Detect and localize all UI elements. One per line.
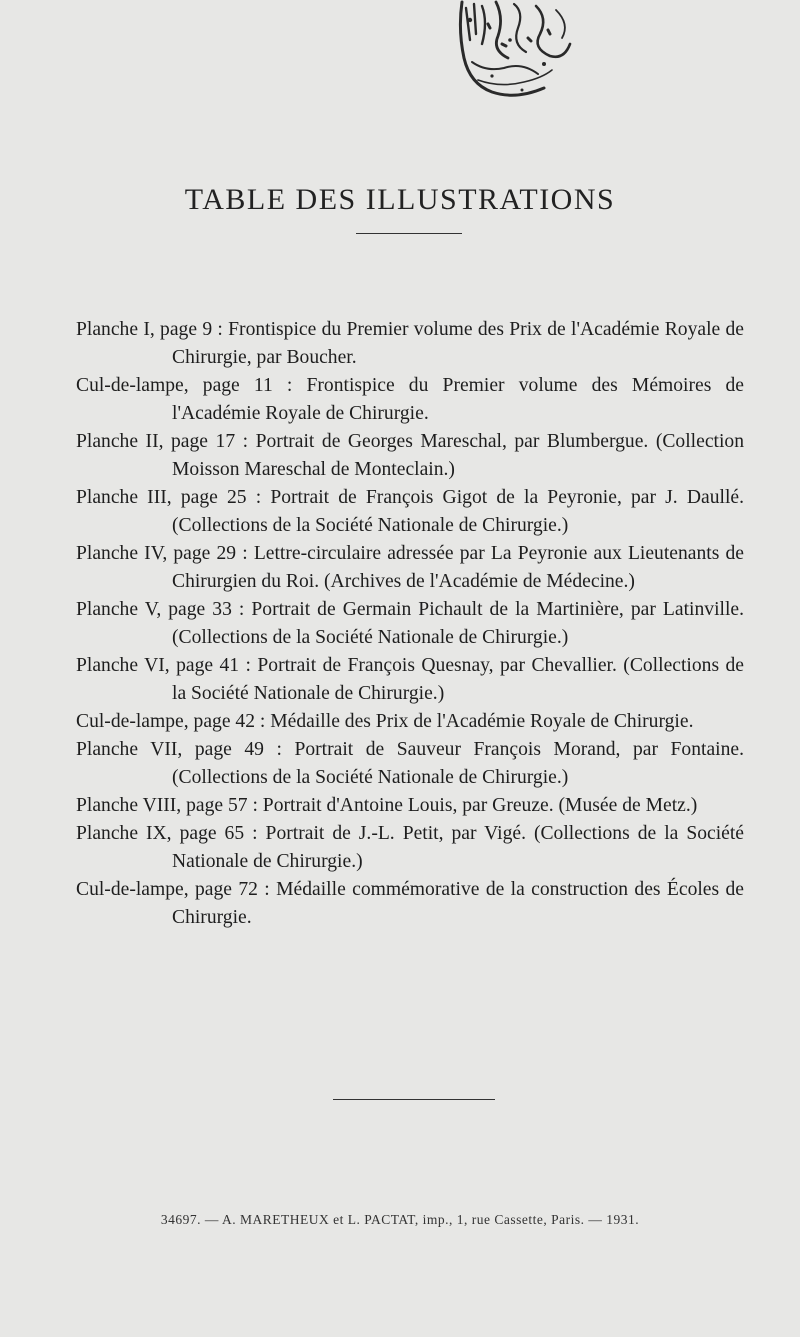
list-item: Planche IX, page 65 : Portrait de J.-L. Petit, par Vigé. (Collections de la Société Nationale de Chirurgie.)	[76, 823, 744, 872]
ink-stamp-ornament	[452, 0, 582, 102]
title-divider	[356, 233, 462, 234]
closing-divider	[333, 1099, 495, 1100]
list-item: Planche II, page 17 : Portrait de Georges Mareschal, par Blumbergue. (Collection Moisson Mareschal de Monteclain.)	[76, 431, 744, 480]
list-item: Cul-de-lampe, page 72 : Médaille commémorative de la construction des Écoles de Chirurgie.	[76, 879, 744, 928]
list-item: Planche I, page 9 : Frontispice du Premier volume des Prix de l'Académie Royale de Chirurgie, par Boucher.	[76, 319, 744, 368]
list-item: Planche VIII, page 57 : Portrait d'Antoine Louis, par Greuze. (Musée de Metz.)	[76, 795, 698, 816]
illustrations-list	[76, 316, 744, 932]
list-item: Cul-de-lampe, page 42 : Médaille des Prix de l'Académie Royale de Chirurgie.	[76, 711, 694, 732]
list-item: Planche V, page 33 : Portrait de Germain Pichault de la Martinière, par Latinville. (Collections de la Société Nationale de Chirurgie.)	[76, 599, 744, 648]
printer-imprint: 34697. — A. MARETHEUX et L. PACTAT, imp., 1, rue Cassette, Paris. — 1931.	[160, 1212, 640, 1227]
list-item: Planche VI, page 41 : Portrait de François Quesnay, par Chevallier. (Collections de la Société Nationale de Chirurgie.)	[76, 655, 744, 704]
page-title: TABLE DES ILLUSTRATIONS	[184, 183, 616, 217]
list-item: Planche IV, page 29 : Lettre-circulaire adressée par La Peyronie aux Lieutenants de Chirurgien du Roi. (Archives de l'Académie de Médecine.)	[76, 543, 744, 592]
list-item: Planche VII, page 49 : Portrait de Sauveur François Morand, par Fontaine. (Collections de la Société Nationale de Chirurgie.)	[76, 739, 744, 788]
list-item: Cul-de-lampe, page 11 : Frontispice du Premier volume des Mémoires de l'Académie Royale de Chirurgie.	[76, 375, 744, 424]
list-item: Planche III, page 25 : Portrait de François Gigot de la Peyronie, par J. Daullé. (Collections de la Société Nationale de Chirurgie.)	[76, 487, 744, 536]
